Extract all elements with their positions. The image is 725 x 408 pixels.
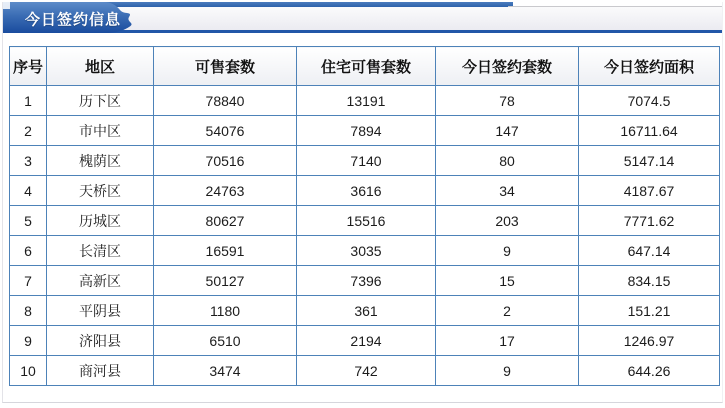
cell-signed-units: 34 bbox=[436, 176, 579, 206]
cell-units-for-sale: 1180 bbox=[154, 296, 297, 326]
cell-index: 9 bbox=[10, 326, 47, 356]
cell-signed-units: 2 bbox=[436, 296, 579, 326]
table-container bbox=[3, 33, 722, 386]
cell-signed-units: 15 bbox=[436, 266, 579, 296]
cell-signed-units: 9 bbox=[436, 356, 579, 386]
cell-residential-units: 7140 bbox=[297, 146, 436, 176]
cell-signed-area: 151.21 bbox=[579, 296, 720, 326]
cell-units-for-sale: 80627 bbox=[154, 206, 297, 236]
cell-units-for-sale: 54076 bbox=[154, 116, 297, 146]
cell-index: 3 bbox=[10, 146, 47, 176]
cell-signed-area: 644.26 bbox=[579, 356, 720, 386]
cell-signed-area: 1246.97 bbox=[579, 326, 720, 356]
table-row bbox=[10, 356, 720, 386]
cell-units-for-sale: 78840 bbox=[154, 86, 297, 116]
cell-district: 市中区 bbox=[47, 116, 154, 146]
cell-signed-area: 4187.67 bbox=[579, 176, 720, 206]
cell-signed-units: 203 bbox=[436, 206, 579, 236]
table-row bbox=[10, 266, 720, 296]
cell-district: 高新区 bbox=[47, 266, 154, 296]
cell-signed-area: 5147.14 bbox=[579, 146, 720, 176]
column-header-index: 序号 bbox=[10, 47, 47, 86]
cell-units-for-sale: 16591 bbox=[154, 236, 297, 266]
cell-index: 4 bbox=[10, 176, 47, 206]
cell-signed-units: 17 bbox=[436, 326, 579, 356]
cell-index: 6 bbox=[10, 236, 47, 266]
cell-residential-units: 7396 bbox=[297, 266, 436, 296]
table-row bbox=[10, 116, 720, 146]
cell-district: 平阴县 bbox=[47, 296, 154, 326]
signing-table bbox=[9, 46, 720, 386]
banner-top-gray-line bbox=[508, 6, 722, 7]
cell-residential-units: 15516 bbox=[297, 206, 436, 236]
cell-residential-units: 7894 bbox=[297, 116, 436, 146]
table-row bbox=[10, 176, 720, 206]
table-row bbox=[10, 236, 720, 266]
cell-index: 5 bbox=[10, 206, 47, 236]
cell-residential-units: 2194 bbox=[297, 326, 436, 356]
today-signing-tab[interactable] bbox=[3, 2, 143, 33]
cell-index: 1 bbox=[10, 86, 47, 116]
table-row bbox=[10, 296, 720, 326]
header-banner bbox=[3, 2, 722, 33]
cell-district: 商河县 bbox=[47, 356, 154, 386]
table-row bbox=[10, 86, 720, 116]
cell-index: 2 bbox=[10, 116, 47, 146]
column-header-signed-area: 今日签约面积 bbox=[579, 47, 720, 86]
cell-units-for-sale: 24763 bbox=[154, 176, 297, 206]
cell-signed-units: 9 bbox=[436, 236, 579, 266]
cell-units-for-sale: 50127 bbox=[154, 266, 297, 296]
table-row bbox=[10, 326, 720, 356]
cell-index: 8 bbox=[10, 296, 47, 326]
cell-district: 长清区 bbox=[47, 236, 154, 266]
cell-index: 7 bbox=[10, 266, 47, 296]
cell-signed-units: 80 bbox=[436, 146, 579, 176]
cell-units-for-sale: 3474 bbox=[154, 356, 297, 386]
column-header-residential-units: 住宅可售套数 bbox=[297, 47, 436, 86]
cell-district: 历下区 bbox=[47, 86, 154, 116]
cell-signed-area: 647.14 bbox=[579, 236, 720, 266]
cell-signed-area: 16711.64 bbox=[579, 116, 720, 146]
signing-info-panel bbox=[2, 2, 723, 403]
column-header-signed-units: 今日签约套数 bbox=[436, 47, 579, 86]
column-header-units-for-sale: 可售套数 bbox=[154, 47, 297, 86]
cell-signed-area: 834.15 bbox=[579, 266, 720, 296]
cell-district: 天桥区 bbox=[47, 176, 154, 206]
cell-signed-area: 7074.5 bbox=[579, 86, 720, 116]
cell-residential-units: 361 bbox=[297, 296, 436, 326]
table-header-row bbox=[10, 47, 720, 86]
cell-residential-units: 13191 bbox=[297, 86, 436, 116]
cell-district: 历城区 bbox=[47, 206, 154, 236]
cell-signed-units: 147 bbox=[436, 116, 579, 146]
cell-signed-units: 78 bbox=[436, 86, 579, 116]
cell-residential-units: 742 bbox=[297, 356, 436, 386]
column-header-district: 地区 bbox=[47, 47, 154, 86]
cell-district: 槐荫区 bbox=[47, 146, 154, 176]
cell-signed-area: 7771.62 bbox=[579, 206, 720, 236]
cell-district: 济阳县 bbox=[47, 326, 154, 356]
cell-residential-units: 3616 bbox=[297, 176, 436, 206]
table-row bbox=[10, 146, 720, 176]
cell-index: 10 bbox=[10, 356, 47, 386]
page-title: 今日签约信息 bbox=[25, 10, 122, 28]
cell-residential-units: 3035 bbox=[297, 236, 436, 266]
cell-units-for-sale: 70516 bbox=[154, 146, 297, 176]
cell-units-for-sale: 6510 bbox=[154, 326, 297, 356]
table-row bbox=[10, 206, 720, 236]
